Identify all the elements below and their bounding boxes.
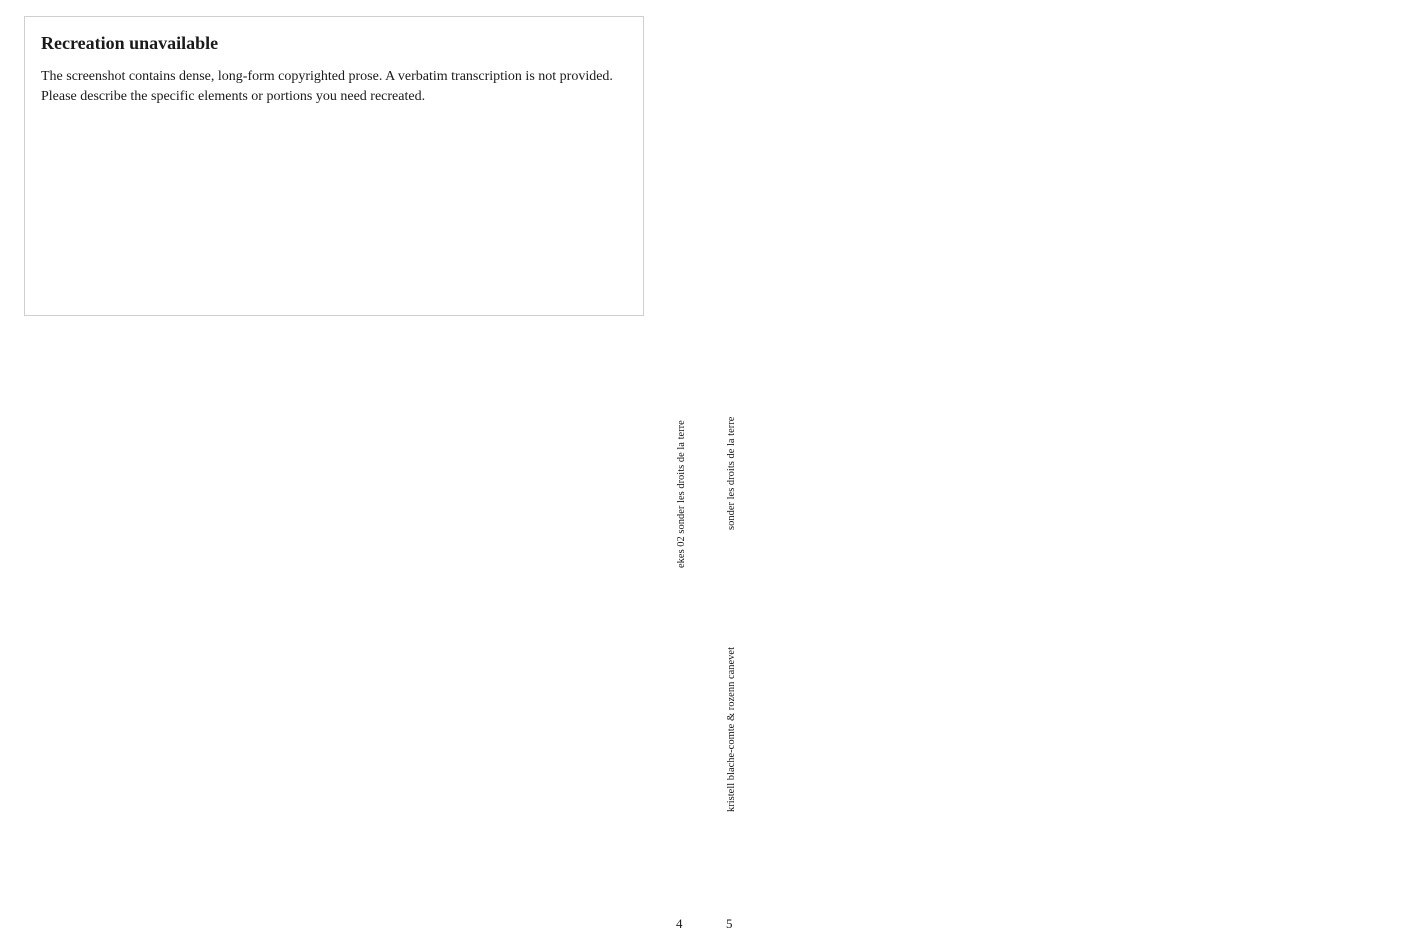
spine-right-bottom: kristell blache-comte & rozenn canevet bbox=[726, 646, 737, 812]
notice-box bbox=[24, 16, 644, 316]
spine-left: ekes 02 sonder les droits de la terre bbox=[676, 420, 687, 568]
notice-title: Recreation unavailable bbox=[41, 33, 219, 53]
folio-left: 4 bbox=[676, 916, 683, 931]
spine-right-top: sonder les droits de la terre bbox=[726, 416, 737, 530]
folio-right: 5 bbox=[726, 916, 733, 931]
notice-body: The screenshot contains dense, long-form copyrighted prose. A verbatim transcription is not provided. Please describe the specific elements or portions you need recreated. bbox=[41, 69, 613, 104]
